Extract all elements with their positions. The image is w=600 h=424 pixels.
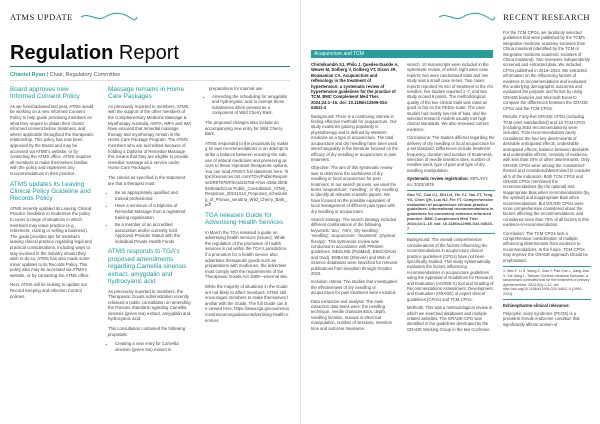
- keywords: [407, 176, 495, 187]
- proposal-list: [108, 341, 192, 352]
- paragraph: ATMS recently updated its Leaving Clinical Practice Guideline to modernise the policy to cover a range of situations in which members may leave practice (e.g., retirement, closing or selling a business). The guide provides tips for members leaving clinical practice regarding legal and practical considerations, including ways to stay involved in the industry should they wish to do so. ATMS has also made some minor updates to its Records Policy. This policy also may be accessed via ATMS's website, or by contacting the ATMS office.: [10, 205, 92, 278]
- heading-consent-policy: Board approves new Informed Consent Policy: [10, 86, 80, 101]
- paragraph: As previously reported to members, the Therapeutic Goods Administration recently released a public consultation on amending the Poisons Standard regarding Camellia sinensis (green tea) extract, amygdalin and hydrocyanic acid.: [108, 288, 191, 322]
- decorative-swirl-icon: [79, 12, 139, 22]
- section-tag-label: RECENT RESEARCH: [503, 12, 590, 22]
- paragraph: In March the TGA released a guide on advertising health services (issues). While the regulation of the promotion of health services is not within the TGA's jurisdiction, if a promotion for a health service also advertises therapeutic goods such as preparations with medicines, the advertiser must comply with the requirements of the Therapeutic Goods Act 1989—external site.: [205, 229, 289, 280]
- paragraph: The proposed changes also include an accompanying new entry for Wild Cherry Bark.: [205, 119, 283, 137]
- citation-box: [407, 190, 495, 234]
- paragraph: Data extraction and analysis: The main extraction data items were: the needling technique, needle characteristics, depth, needling location, manual or electrical manipulation, number of sessions, retention time and outcome measures.: [311, 298, 393, 331]
- section-tag: [437, 12, 590, 22]
- heading-massage: Massage remains in Home Care Packages: [108, 86, 185, 101]
- column-1: [10, 86, 94, 303]
- list-item: • Be a member of an accredited association and/or currently hold Approved Provider Status with the individual Private Health Funds: [115, 222, 192, 244]
- paragraph: ATMS responded to the proposals by making its own recommendations in an attempt to strike a balance between ensuring the safe use of natural medicines and preserving access to these important therapeutic options. You can read ATMS's full statement here: https://resources.tmt.com/TGA/PublicResponseDR07878/File/Jdsl4755-Ahss-438a-2b05-63464ad1/Joe Public_Consultation_ATMS_Response_20241013_Proposed_scheduling_of_Prunus_serotina_Wild_Cherry_Bark_.pdf: [205, 140, 289, 208]
- paragraph: Conclusions: The studies differed regarding the delivery of dry needling or local acupuncture for a set standard. Differences include treatment frequency, duration and number of treatments, selection of needle insertion sites, number of needles used, type of pain and type of dry needling manipulation.: [407, 135, 495, 173]
- author-divider: [10, 80, 290, 81]
- column-3: [205, 86, 289, 327]
- citation: Chirmikumbh SJ, Philo J, Quedes-Dualde A, Wewer M, Dolberg V, Dolberg VT, Dixon JR, Bouwanian CA. Acupuncture and reflexology in the treatment of hypertension: a systematic review of hypertension guidelines for the practice of TCM. BMC Complement Med Ther. 2024;24:1–16. doi: 10.1186/s12906-024-04611-4: [311, 62, 399, 111]
- subheading: Echinopharmo-clinical relevance:: [503, 302, 570, 308]
- title-divider: [10, 66, 290, 67]
- keywords-label: Systematic review registration:: [407, 176, 469, 182]
- section-tag-label: ATMS UPDATE: [10, 12, 73, 22]
- paragraph: As we foreshadowed last year, ATMS would be working on a new Informed Consent Policy to help guide practising members on what they require to obtain their clients' informed consent before treatment, and where applicable throughout the therapeutic relationship. This policy has now been approved by the Board and may be accessed via ATMS's website, or by contacting the ATMS office. ATMS requires all members to make themselves familiar with the policy and implement any recommendations in their practice.: [10, 103, 94, 176]
- heading-clinical-policy: ATMS updates its Leaving Clinical Policy Guideline and Records Policy: [10, 180, 91, 203]
- list-item: preparations for internal use: [209, 86, 263, 91]
- section-tag: [10, 12, 139, 22]
- heading-tga-guide: TGA releases Guide for Advertising Health Services: [205, 211, 284, 227]
- research-column-1: [311, 62, 399, 334]
- paragraph: search. 10 manuscripts were included in the systematic review, of which eight were case reports, two were randomised trials and one study was a small case series. Two cases reports reported >5 min of treatment to the Ahi needles, five studies reported 1–7, and two study scored 9 points. The methodological quality of the two clinical trials was rated as good or fair on the PEDro scale. The case studies had mostly low risk of bias, and the selected research models usually met high clinical standards. We also reviewed current evidence.: [407, 62, 493, 132]
- paragraph: Inclusion criteria: The studies that investigated the effectiveness of dry needling or acupuncture for pain treatment were included.: [311, 279, 397, 296]
- heading-tga-response: ATMS responds to TGA's proposed amendments regarding Camellia sinensis extract, amygdalin and hydrocyanic acid: [108, 248, 187, 286]
- research-column-3: [503, 30, 591, 330]
- page-title: [10, 42, 179, 65]
- author-line: [10, 72, 120, 78]
- right-page: [300, 0, 600, 424]
- paragraph: The criteria as specified in the statement are that a therapist must:: [108, 174, 186, 186]
- proposal-list-cont: [205, 86, 289, 116]
- list-item: • Amending the scheduling for amygdalin and hydrocyanic acid to exempt these substances when present as a component of Wild Cherry Bark.: [212, 94, 289, 116]
- paragraph: Polycystic ovary syndrome (PCOS) is a prevalent female endocrine condition that significantly affects women of: [503, 311, 580, 327]
- research-column-2: [407, 62, 495, 335]
- author-name: Chantel Ryan: [10, 72, 46, 78]
- paragraph: Next, ATMS will be looking to update our Record Keeping and Infection Control policies.: [10, 282, 88, 299]
- citation-box-title: Gao YC, Cao CJ, Shi LH, Yin YJ, Tao ZT, Teng YX, Chen QH, Luo NJ, Fei YT. Comprehensive evaluation of acupuncture clinical practice guidelines: international recommendations in guidelines for consistent evidence-informed practice. BMC Complement Med Ther. 2024;24:1–15. doi: 10.1186/s12906-024-04523-7: [407, 191, 494, 231]
- list-item: • Have a minimum of a Diploma of Remedial Massage from a registered training organisation: [115, 203, 192, 220]
- paragraph: Methods: This was a methodological review in which we searched databases and multiple related websites. The GRADE-CPG was identified in the guidelines developed by the GRADE Working Group in the two Cochrane: [407, 305, 493, 332]
- topic-banner: Acupuncture and TCM: [311, 50, 493, 58]
- paragraph: While the majority of situations in the Guide are not likely to affect members, ATMS still encourages members to make themselves familiar with the Guide. The full Guide can be viewed here: https://www.tga.gov.au/resources/resource/guidance/advertising-health-services: [205, 284, 289, 323]
- column-2: [108, 86, 192, 356]
- paragraph: Background: The overall comprehensive considerations of the factors influencing the recommendations in acupuncture clinical practice guidelines (CPGs) have not been specifically studied. This study systematically evaluates the factors influencing recommendations in acupuncture guidelines using the Appraisal of Guidelines for Research and Evaluation (AGREE II) tool and Grading of Recommendations Assessment, Development, and Evaluation (GRADE) of expert clinical guidelines (CPGs) and TCM CPGs.: [407, 237, 494, 302]
- title-light: Report: [113, 42, 179, 64]
- decorative-swirl-icon: [437, 12, 497, 22]
- paragraph: For the TCM CPGs, we randomly selected guidelines that were published by the TCM's integrative medicine academy societies from China mainland (identified by the TCM or integrative medicine academic societies of China mainland). Two reviewers independently screened and extracted data. We included CPGs published in 2016–2023. We extracted information on the influencing factors of evidence to recommendations and evaluated the underlying demographic outcomes and evaluated the purpose and format by using GRADE features and Microsoft Excel to compare the differences between the GRADE CPGs and the TCM CPGs.: [503, 30, 590, 111]
- paragraph: Results: Forty-five GRADE CPGs (including TCM ones standardized) and 16 TCM CPGs (including 2652 recommendations) were included. TCM recommendations rarely considered the four key determinants of desirable anticipated effects, undesirable anticipated effects, balance between desirable and undesirable effects, certainty of evidence, with less than 20% of other determinants. Only GRADE CPGs were among the 'considered' themes and considered/determined to consider all 5 of the indicators. Both TCM CPGs and GRADE CPGs mentioned the recommendations (by the optimal) and inappropriate Bias when recommendations (by the optimal) and inappropriate Bias when recommendations. But GRADE CPGs were more comprehensive considered about the factors affecting the recommendations, and considered more than 75% of all factors in this evidence-to-recommendation.: [503, 114, 591, 228]
- reference-box: 1. Wen F, Li S, Wang Z, Xiao Y, Pan-Yue L, Jiang-Jiao X, Xie Jiang L, Taichao Chinese medicine formulas: a randomised controlled trial for the treatment of primary dysmenorrhea. 2024;5(3):1-12. doi: http://doi.org/10.1186/s12906-024-04611-4 (1994–2024).: [503, 266, 591, 300]
- list-item: • Creating a new entry for Camellia sinensis (green tea) extract in: [115, 341, 192, 352]
- paragraph: As previously reported to members, ATMS, with the support of the other members of the Complementary Medicine Massage & Myotherapy Australia, AMTA, IMFA and IMA have ensured that remedial massage therapy and myotherapy remain in the Home Care Package Program. The ATMS members who are accredited because of holding a Diploma of Remedial Massage this means that they are eligible to provide remedial massage as a service under Home Care Packages.: [108, 103, 192, 171]
- keywords-value: INPLASY, no. 2023/4978: [407, 176, 489, 187]
- paragraph: Background: There is a continuing interest in finding effective methods for acupuncture. Our study examines gaining popularity in physiotherapy and is defined by Western medicine as a type of acupuncture. The total acupuncture and dry needling have been used interchangeably in the literature focused on the efficacy of dry needling or acupuncture in pain treatment.: [311, 113, 399, 162]
- list-item: • Be an appropriately qualified and trained professional: [115, 190, 192, 201]
- paragraph: Objective: The aim of this systematic review was to determine the usefulness of dry needling or local acupuncture for pain treatment. In our search process, we used the terms 'acupuncture', 'needling', or 'dry needling' to identify all relevant scientific papers. We have focused on the possible equivalent of local management of different pain types with dry needling or acupuncture.: [311, 165, 399, 214]
- paragraph: This consultation contained the following proposals:: [108, 326, 186, 337]
- title-bold: Regulation: [10, 42, 114, 64]
- author-role: | Chair, Regulatory Committee: [45, 72, 121, 78]
- criteria-list: [108, 190, 192, 244]
- paragraph: Search strategy: The search strategy included different combinations of the following keywords: 'acu', 'Ashi', 'dry-needling', 'needling', 'acupuncture', 'treatment', 'physical therapy'. This systematic review was conducted in accordance with PRISMA guidelines. MEDLINE (PubMed), EBSCOHost and Ovid), EMBASE (Elsevier) and Web of Science databases were searched for relevant publications from inception through October 2023.: [311, 216, 398, 277]
- paragraph: Conclusion: The TCM CPGs lack a comprehensive consideration of multiple influencing determinants from evidence to recommendations. In the future, TCM CPGs may improve the GRADE approach should be emphasised.: [503, 230, 588, 263]
